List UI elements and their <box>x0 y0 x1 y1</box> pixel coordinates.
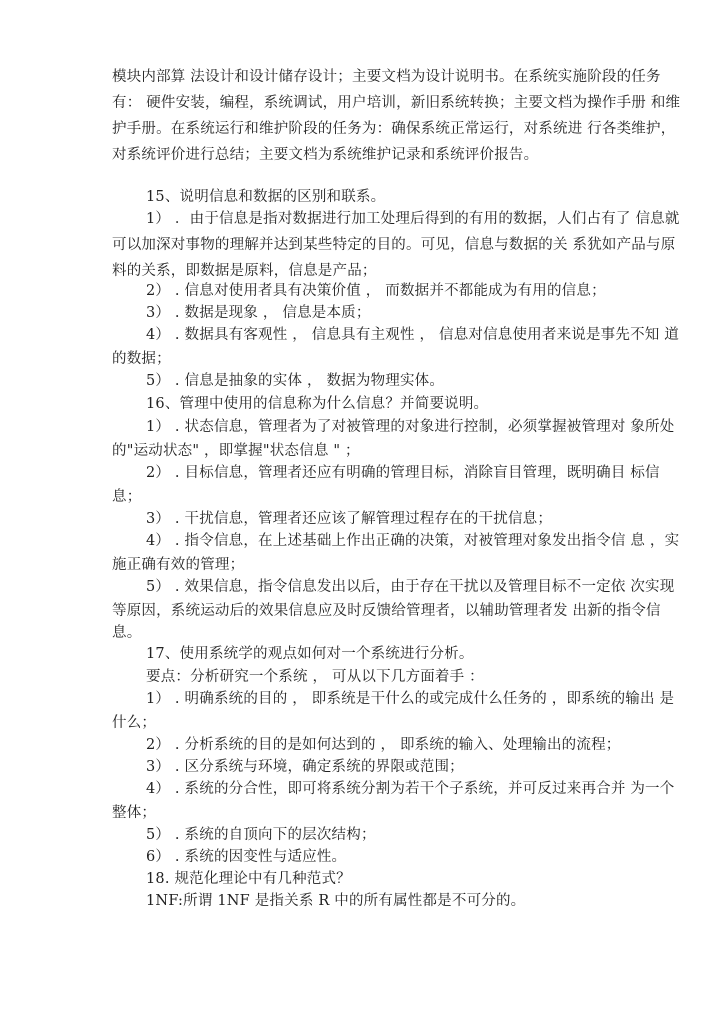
section-heading-16: 16、管理中使用的信息称为什么信息？并简要说明。 <box>146 396 489 412</box>
text-line-9: 2） . 信息对使用者具有决策价值 ， 而数据并不都能成为有用的信息； <box>146 283 606 299</box>
section-heading-15: 15、说明信息和数据的区别和联系。 <box>146 189 386 205</box>
text-line-12: 的数据； <box>112 351 171 367</box>
text-line-28: 什么； <box>112 715 157 731</box>
section-heading-17: 17、使用系统学的观点如何对一个系统进行分析。 <box>146 646 474 662</box>
text-line-1: 模块内部算 法设计和设计储存设计；主要文档为设计说明书。在系统实施阶段的任务 <box>112 69 661 85</box>
text-line-15: 1） . 状态信息，管理者为了对被管理的对象进行控制，必须掌握被管理对 象所处 <box>146 419 675 435</box>
text-line-6: 1） ．由于信息是指对数据进行加工处理后得到的有用的数据，人们占有了 信息就 <box>146 211 680 227</box>
text-line-29: 2） . 分析系统的目的是如何达到的 ， 即系统的输入、处理输出的流程； <box>146 737 621 753</box>
text-line-23: 等原因，系统运动后的效果信息应及时反馈给管理者，以辅助管理者发 出新的指令信 <box>112 603 661 619</box>
text-line-7: 可以加深对事物的理解并达到某些特定的目的。可见，信息与数据的关 系犹如产品与原 <box>112 237 676 253</box>
text-line-31: 4） . 系统的分合性，即可将系统分割为若干个子系统，并可反过来再合并 为一个 <box>146 781 675 797</box>
text-line-21: 施正确有效的管理； <box>112 557 245 573</box>
text-line-18: 息； <box>112 489 142 505</box>
section-heading-18: 18. 规范化理论中有几种范式？ <box>146 871 351 887</box>
text-line-32: 整体； <box>112 805 157 821</box>
text-line-33: 5） . 系统的自顶向下的层次结构； <box>146 827 376 843</box>
text-line-22: 5） . 效果信息，指令信息发出以后，由于存在干扰以及管理目标不一定依 次实现 <box>146 579 675 595</box>
text-line-10: 3） . 数据是现象 ， 信息是本质； <box>146 305 371 321</box>
text-line-11: 4） . 数据具有客观性 ， 信息具有主观性 ， 信息对信息使用者来说是事先不知 道 <box>146 327 679 343</box>
text-line-36: 1NF:所谓 1NF 是指关系 R 中的所有属性都是不可分的。 <box>146 893 526 909</box>
text-line-24: 息。 <box>112 625 142 641</box>
text-line-4: 对系统评价进行总结；主要文档为系统维护记录和系统评价报告。 <box>112 147 539 163</box>
text-line-26: 要点：分析研究一个系统 ， 可从以下几方面着手 ： <box>146 669 484 685</box>
text-line-17: 2） . 目标信息，管理者还应有明确的管理目标，消除盲目管理，既明确目 标信 <box>146 465 660 481</box>
text-line-20: 4） . 指令信息，在上述基础上作出正确的决策，对被管理对象发出指令信 息 ，实 <box>146 533 680 549</box>
text-line-13: 5） . 信息是抽象的实体 ， 数据为物理实体。 <box>146 373 445 389</box>
text-line-27: 1） . 明确系统的目的 ， 即系统是干什么的或完成什么任务的 ，即系统的输出 是 <box>146 691 675 707</box>
text-line-34: 6） . 系统的因变性与适应性。 <box>146 849 347 865</box>
text-line-16: 的"运动状态" ，即掌握"状态信息 " ； <box>112 443 360 459</box>
text-line-30: 3） . 区分系统与环境，确定系统的界限或范围； <box>146 759 464 775</box>
text-line-8: 料的关系，即数据是原料，信息是产品； <box>112 263 377 279</box>
text-line-3: 护手册。在系统运行和维护阶段的任务为：确保系统正常运行，对系统进 行各类维护， <box>112 121 676 137</box>
text-line-19: 3） . 干扰信息，管理者还应该了解管理过程存在的干扰信息； <box>146 511 553 527</box>
text-line-2: 有： 硬件安装，编程，系统调试，用户培训，新旧系统转换；主要文档为操作手册 和维 <box>112 95 681 111</box>
